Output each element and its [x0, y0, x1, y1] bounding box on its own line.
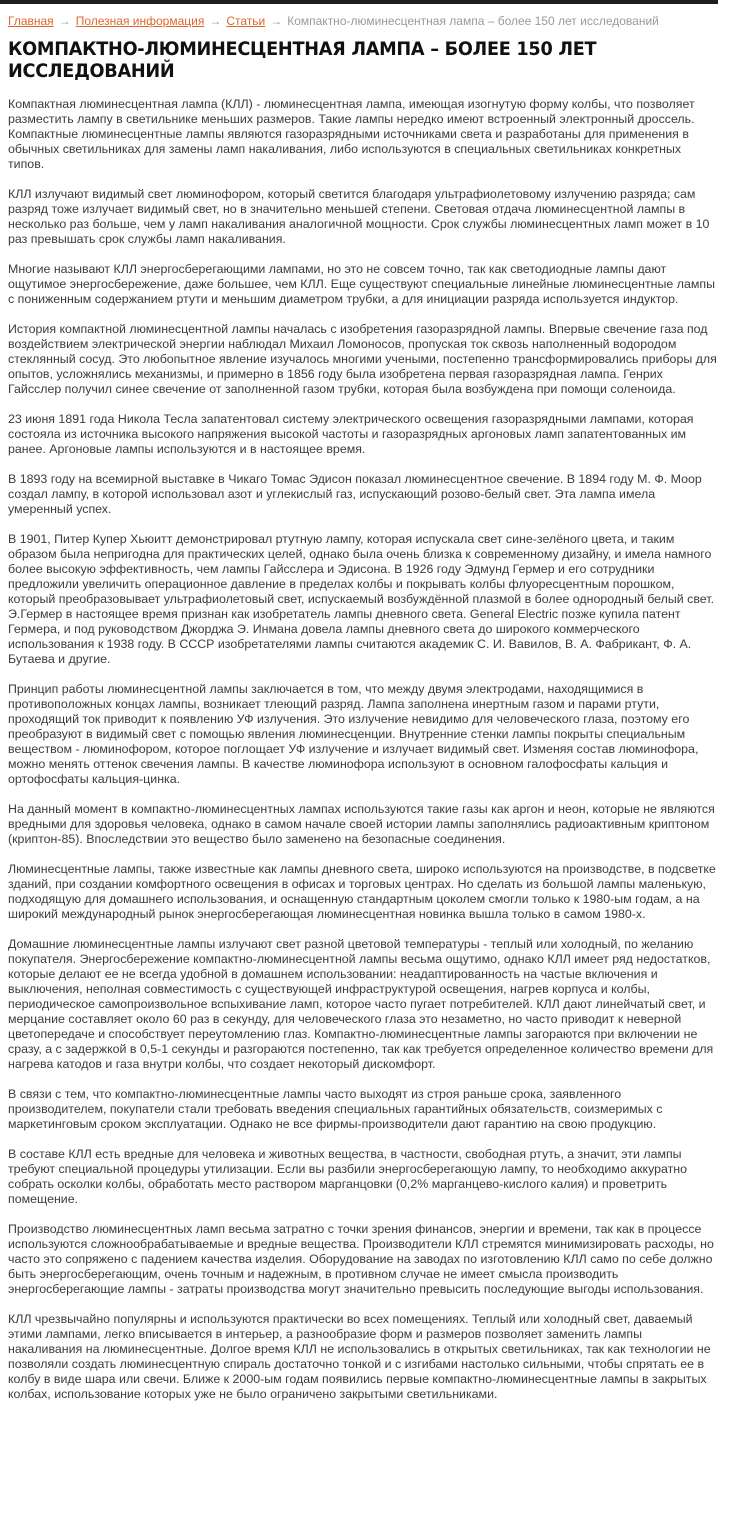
breadcrumb-separator: →: [209, 14, 222, 28]
article-paragraph: Компактная люминесцентная лампа (КЛЛ) - люминесцентная лампа, имеющая изогнутую форму колбы, что позволяет разместить лампу в светильнике меньших размеров. Такие лампы нередко имеют встроенный электронный дроссель. Компактные люминесцентные лампы являются газоразрядными источниками света и разработаны для применения в обычных светильниках для замены ламп накаливания, либо используются в специальных светильниках конкретных типов.: [8, 97, 695, 171]
article-paragraph: В 1893 году на всемирной выставке в Чикаго Томас Эдисон показал люминесцентное свечение. В 1894 году М. Ф. Моор создал лампу, в которой использовал азот и углекислый газ, испускающий розово-белый свет. Эта лампа имела умеренный успех.: [8, 472, 702, 516]
page-title: КОМПАКТНО-ЛЮМИНЕСЦЕНТНАЯ ЛАМПА – БОЛЕЕ 150 ЛЕТ ИССЛЕДОВАНИЙ: [8, 38, 597, 82]
article-body: [8, 97, 718, 1417]
article-paragraph: История компактной люминесцентной лампы началась с изобретения газоразрядной лампы. Впервые свечение газа под воздействием электрической энергии наблюдал Михаил Ломоносов, пропуская ток сквозь наполненный водородом стеклянный сосуд. Это любопытное явление изучалось многими учеными, постепенно трансформировались приборы для опытов, усложнялись механизмы, и примерно в 1856 году была изобретена первая газоразрядная лампа. Генрих Гайсслер получил синее свечение от заполненной газом трубки, которая была возбуждена при помощи соленоида.: [8, 322, 717, 396]
top-bar: [0, 0, 718, 4]
breadcrumb-separator: →: [270, 14, 283, 28]
article-paragraph: КЛЛ излучают видимый свет люминофором, который светится благодаря ультрафиолетовому излучению разряда; сам разряд тоже излучает видимый свет, но в значительно меньшей степени. Световая отдача люминесцентной лампы в несколько раз больше, чем у ламп накаливания аналогичной мощности. Срок службы люминесцентных ламп может в 10 раз превышать срок службы ламп накаливания.: [8, 187, 710, 246]
breadcrumb-link-home[interactable]: Главная: [8, 14, 54, 28]
breadcrumb-link-useful-info[interactable]: Полезная информация: [75, 14, 205, 28]
breadcrumb-current-page: Компактно-люминесцентная лампа – более 150 лет исследований: [287, 14, 659, 28]
article-paragraph: В составе КЛЛ есть вредные для человека и животных вещества, в частности, свободная ртуть, а значит, эти лампы требуют специальной процедуры утилизации. Если вы разбили энергосберегающую лампу, то необходимо аккуратно собрать осколки колбы, обработать место раствором марганцовки (0,2% марганцево-кислого калия) и проветрить помещение.: [8, 1147, 688, 1206]
article-paragraph: В 1901, Питер Купер Хьюитт демонстрировал ртутную лампу, которая испускала свет сине-зелёного цвета, и таким образом была непригодна для практических целей, однако была очень близка к современному дизайну, и имела намного более высокую эффективность, чем лампы Гайсслера и Эдисона. В 1926 году Эдмунд Гермер и его сотрудники предложили увеличить операционное давление в пределах колбы и покрывать колбы флуоресцентным порошком, который преобразовывает ультрафиолетовый свет, испускаемый возбуждённой плазмой в более однородный белый свет. Э.Гермер в настоящее время признан как изобретатель лампы дневного света. General Electric позже купила патент Гермера, и под руководством Джорджа Э. Инмана довела лампы дневного света до широкого коммерческого использования к 1938 году. В СССР изобретателями лампы считаются академик С. И. Вавилов, В. А. Фабрикант, Ф. А. Бутаева и другие.: [8, 532, 715, 666]
breadcrumb-separator: →: [58, 14, 71, 28]
article-paragraph: 23 июня 1891 года Никола Тесла запатентовал систему электрического освещения газоразрядными лампами, которая состояла из источника высокого напряжения высокой частоты и газоразрядных аргоновых ламп запатентованных им ранее. Аргоновые лампы используются и в настоящее время.: [8, 412, 694, 456]
breadcrumb-link-articles[interactable]: Статьи: [226, 14, 266, 28]
article-paragraph: КЛЛ чрезвычайно популярны и используются практически во всех помещениях. Теплый или холодный свет, даваемый этими лампами, легко вписывается в интерьер, а разнообразие форм и размеров позволяет заменить лампы накаливания на люминесцентные. Долгое время КЛЛ не использовались в открытых светильниках, так как технологии не позволяли создать люминесцентную спираль достаточно тонкой и с изгибами настолько сильными, чтобы спрятать ее в колбу в виде шара или свечи. Ближе к 2000-ым годам появились первые компактно-люминесцентные лампы в закрытых колбах, использование которых уже не было ограничено закрытыми светильниками.: [8, 1312, 711, 1401]
article-paragraph: Производство люминесцентных ламп весьма затратно с точки зрения финансов, энергии и времени, так как в процессе используются сложнообрабатываемые и вредные вещества. Производители КЛЛ стремятся минимизировать расходы, но часто это сопряжено с падением качества изделия. Оборудование на заводах по изготовлению КЛЛ само по себе должно быть энергосберегающим, очень точным и надежным, в противном случае не имеет смысла производить энергосберегающие лампы - затраты производства могут значительно превысить последующие выгоды использования.: [8, 1222, 714, 1296]
breadcrumb: [8, 13, 728, 29]
article-paragraph: Принцип работы люминесцентной лампы заключается в том, что между двумя электродами, находящимися в противоположных концах лампы, возникает тлеющий разряд. Лампа заполнена инертным газом и парами ртути, проходящий ток приводит к появлению УФ излучения. Это излучение невидимо для человеческого глаза, поэтому его преобразуют в видимый свет с помощью явления люминесценции. Внутренние стенки лампы покрыты специальным веществом - люминофором, которое поглощает УФ излучение и излучает видимый свет. Изменяя состав люминофора, можно менять оттенок свечения лампы. В качестве люминофора используют в основном галофосфаты кальция и ортофосфаты кальция-цинка.: [8, 682, 699, 786]
article-paragraph: В связи с тем, что компактно-люминесцентные лампы часто выходят из строя раньше срока, заявленного производителем, покупатели стали требовать введения специальных гарантийных обязательств, соизмеримых с маркетинговым сроком эксплуатации. Однако не все фирмы-производители дают гарантию на свою продукцию.: [8, 1087, 663, 1131]
article-paragraph: Домашние люминесцентные лампы излучают свет разной цветовой температуры - теплый или холодный, по желанию покупателя. Энергосбережение компактно-люминесцентной лампы весьма ощутимо, однако КЛЛ имеет ряд недостатков, которые делают ее не всегда удобной в домашнем использовании: неадаптированность на частые включения и выключения, неполная совместимость с существующей инфраструктурой освещения, нагрев корпуса и колбы, периодическое самопроизвольное вспыхивание ламп, которое часто пугает потребителей. КЛЛ дают линейчатый свет, и мерцание составляет около 60 раз в секунду, для человеческого глаза это незаметно, но часто приводит к неверной цветопередаче и способствует переутомлению глаз. Компактно-люминесцентные лампы загораются при включении не сразу, а с задержкой в 0,5-1 секунды и разгораются постепенно, так как требуется определенное количество времени для нагрева катодов и газа внутри колбы, что создает некоторый дискомфорт.: [8, 937, 714, 1071]
article-paragraph: Многие называют КЛЛ энергосберегающими лампами, но это не совсем точно, так как светодиодные лампы дают ощутимое энергосбережение, даже большее, чем КЛЛ. Еще существуют специальные линейные люминесцентные лампы с пониженным содержанием ртути и меньшим диаметром трубки, а для инициации разряда используется индуктор.: [8, 262, 715, 306]
article-paragraph: Люминесцентные лампы, также известные как лампы дневного света, широко используются на производстве, в подсветке зданий, при создании комфортного освещения в офисах и торговых центрах. Но сделать из большой лампы маленькую, подходящую для домашнего использования, и оснащенную стандартным цоколем смогли только к 1980-ым годам, а на широкий международный рынок энергосберегающая люминесцентная новинка вышла только в самом 1980-х.: [8, 862, 716, 921]
article-paragraph: На данный момент в компактно-люминесцентных лампах используются такие газы как аргон и неон, которые не являются вредными для здоровья человека, однако в самом начале своей истории лампы заполнялись радиоактивным криптоном (криптон-85). Впоследствии это вещество было заменено на безопасные соединения.: [8, 802, 715, 846]
